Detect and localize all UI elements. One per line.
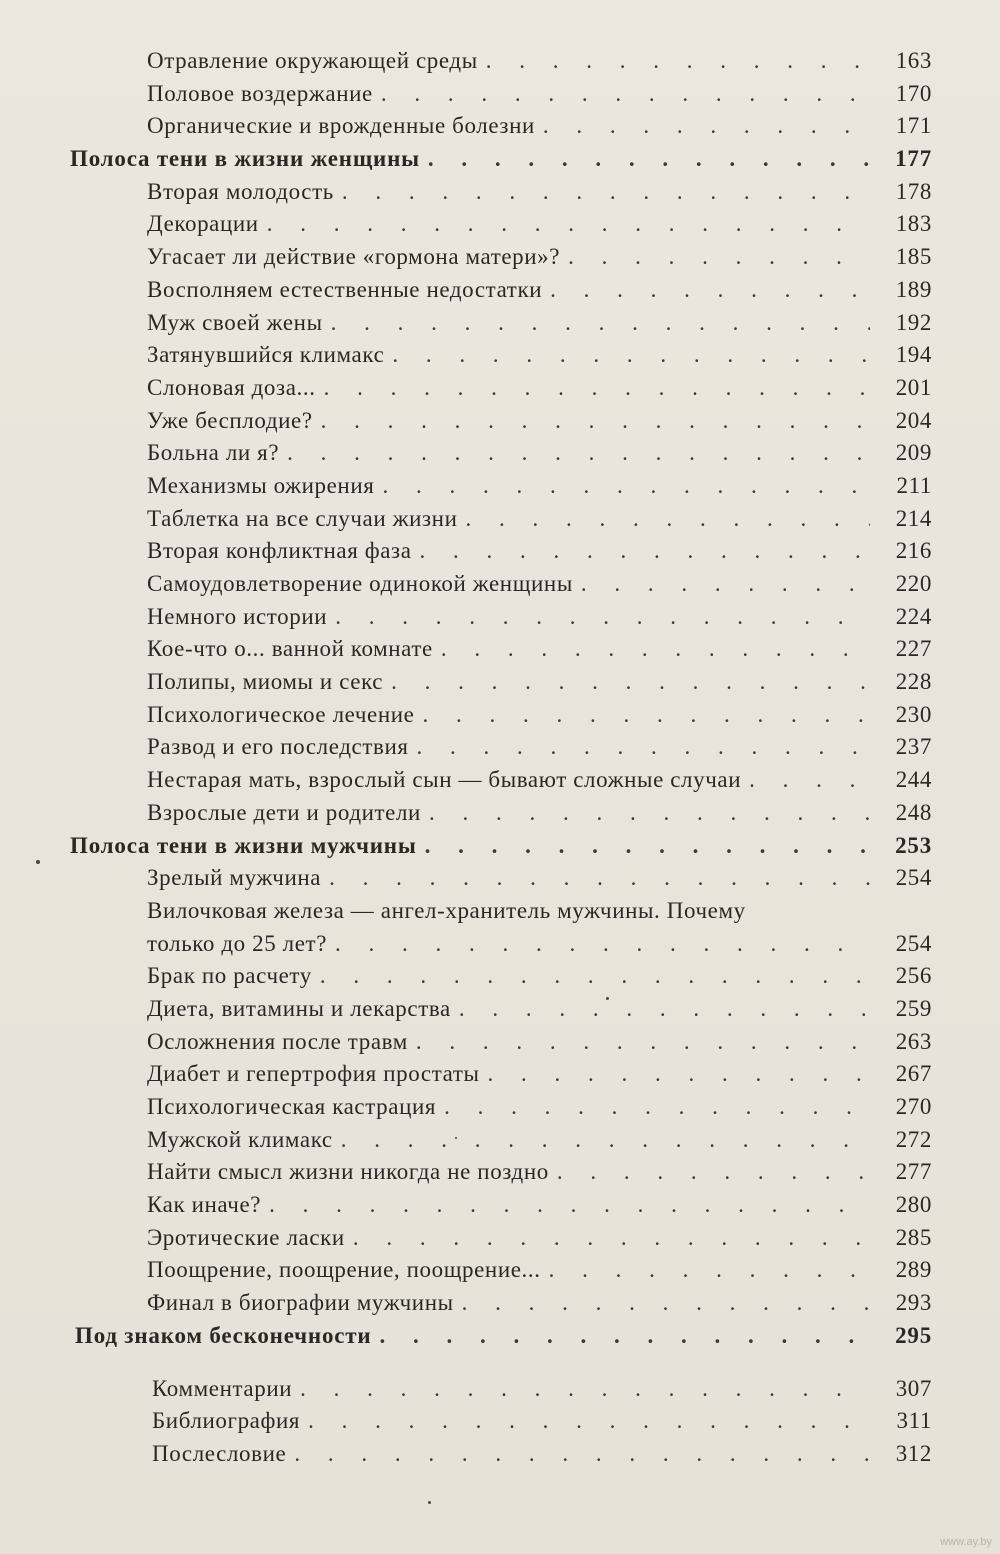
- toc-entry: [0, 571, 1000, 604]
- leader-dots: [335, 604, 870, 630]
- toc-page-number: 293: [895, 1290, 932, 1316]
- leader-dots: [417, 734, 870, 760]
- toc-entry: [0, 440, 1000, 473]
- toc-entry: [0, 1290, 1000, 1323]
- toc-entry-title: Комментарии: [152, 1375, 293, 1401]
- toc-entry: [0, 1225, 1000, 1258]
- toc-entry-title: Затянувшийся климакс: [147, 342, 385, 368]
- toc-entry-title: Декорации: [147, 211, 259, 237]
- toc-entry: [0, 996, 1000, 1029]
- toc-entry-title: Послесловие: [152, 1440, 287, 1466]
- leader-dots: [335, 931, 870, 957]
- toc-section-title: Под знаком бесконечности: [75, 1322, 372, 1348]
- toc-entry-title: Вторая молодость: [147, 178, 334, 204]
- toc-entry: [0, 1257, 1000, 1290]
- toc-entry-title: Кое-что о... ванной комнате: [147, 636, 433, 662]
- leader-dots: [320, 963, 870, 989]
- table-of-contents: [0, 48, 1000, 1474]
- leader-dots: [329, 865, 870, 891]
- toc-page-number: 211: [896, 472, 932, 498]
- leader-dots: [568, 244, 870, 270]
- toc-page-number: 244: [895, 767, 932, 793]
- toc-page-number: 280: [895, 1192, 932, 1218]
- leader-dots: [379, 1323, 870, 1349]
- toc-entry: [0, 277, 1000, 310]
- leader-dots: [342, 179, 870, 205]
- toc-entry: [0, 375, 1000, 408]
- toc-page-number: 307: [895, 1375, 932, 1401]
- toc-entry-title: Библиография: [152, 1408, 301, 1434]
- toc-page-number: 227: [895, 636, 932, 662]
- toc-entry: [0, 244, 1000, 277]
- toc-page-number: 277: [895, 1159, 932, 1185]
- toc-entry-title: Органические и врожденные болезни: [147, 113, 535, 139]
- toc-entry-title: Вторая конфликтная фаза: [147, 538, 412, 564]
- toc-page-number: 183: [895, 211, 932, 237]
- toc-entry: [0, 1127, 1000, 1160]
- toc-page-number: 259: [895, 995, 932, 1021]
- toc-entry-title: Уже бесплодие?: [147, 407, 313, 433]
- toc-entry-title: Немного истории: [147, 603, 328, 629]
- leader-dots: [486, 48, 870, 74]
- toc-page-number: 178: [895, 178, 932, 204]
- toc-entry-title: Психологическое лечение: [147, 701, 415, 727]
- toc-page-number: 230: [895, 701, 932, 727]
- toc-entry-title: Восполняем естественные недостатки: [147, 276, 543, 302]
- toc-page-number: 295: [895, 1322, 932, 1348]
- toc-entry: [0, 734, 1000, 767]
- toc-entry-title: Самоудовлетворение одинокой женщины: [147, 571, 573, 596]
- toc-entry-title: Эротические ласки: [147, 1224, 345, 1250]
- toc-entry: [0, 1376, 1000, 1409]
- watermark: www.ay.by: [940, 1536, 992, 1548]
- toc-page-number: 192: [895, 309, 932, 335]
- leader-dots: [459, 996, 870, 1022]
- toc-page-number: 194: [895, 342, 932, 368]
- toc-entry: [0, 1094, 1000, 1127]
- toc-page-number: 204: [895, 407, 932, 433]
- toc-page-number: 170: [895, 80, 932, 106]
- leader-dots: [749, 767, 870, 793]
- toc-entry-title: Финал в биографии мужчины: [147, 1290, 454, 1316]
- toc-section-women: [0, 146, 1000, 179]
- toc-entry-title: Угасает ли действие «гормона матери»?: [147, 244, 561, 270]
- toc-page-number: 254: [895, 930, 932, 956]
- toc-entry-title-continued: только до 25 лет?: [147, 930, 328, 956]
- toc-entry: [0, 1192, 1000, 1225]
- toc-page-number: 248: [895, 799, 932, 825]
- leader-dots: [294, 1441, 870, 1467]
- toc-page-number: 163: [895, 48, 932, 73]
- toc-page-number: 254: [895, 865, 932, 891]
- leader-dots: [324, 375, 870, 401]
- toc-section-men: [0, 833, 1000, 866]
- toc-entry: [0, 473, 1000, 506]
- toc-entry-wrapped-line2: [0, 931, 1000, 964]
- toc-entry: [0, 865, 1000, 898]
- toc-entry-title: Зрелый мужчина: [147, 865, 322, 891]
- leader-dots: [416, 1029, 870, 1055]
- leader-dots: [420, 538, 870, 564]
- toc-page-number: 289: [895, 1257, 932, 1283]
- toc-entry: [0, 538, 1000, 571]
- leader-dots: [321, 408, 870, 434]
- toc-page-number: 189: [895, 276, 932, 302]
- toc-entry: [0, 310, 1000, 343]
- leader-dots: [425, 833, 870, 859]
- toc-page-number: 237: [895, 734, 932, 760]
- leader-dots: [462, 1290, 870, 1316]
- ink-speck: [36, 860, 40, 864]
- toc-page-number: 185: [895, 244, 932, 270]
- toc-entry-title: Диабет и гепертрофия простаты: [147, 1061, 480, 1087]
- toc-entry: [0, 1061, 1000, 1094]
- leader-dots: [429, 800, 870, 826]
- toc-entry-title: Развод и его последствия: [147, 734, 409, 760]
- toc-entry: [0, 81, 1000, 114]
- toc-entry: [0, 1408, 1000, 1441]
- leader-dots: [353, 1225, 870, 1251]
- leader-dots: [423, 702, 871, 728]
- toc-entry-title: Взрослые дети и родители: [147, 799, 421, 825]
- toc-page-number: 263: [895, 1028, 932, 1054]
- leader-dots: [549, 1257, 870, 1283]
- leader-dots: [331, 310, 870, 336]
- toc-entry: [0, 113, 1000, 146]
- leader-dots: [287, 440, 870, 466]
- toc-page-number: 209: [895, 440, 932, 466]
- toc-page-number: 228: [895, 669, 932, 695]
- toc-page-number: 224: [895, 603, 932, 629]
- toc-entry-title: Таблетка на все случаи жизни: [147, 505, 458, 531]
- ink-speck: [606, 997, 609, 1000]
- toc-entry: [0, 636, 1000, 669]
- toc-entry-wrapped-line1: [0, 898, 1000, 931]
- toc-entry-title: Нестарая мать, взрослый сын — бывают сложные случаи: [147, 767, 742, 793]
- toc-page-number: 256: [895, 963, 932, 989]
- toc-entry-title: Полипы, миомы и секс: [147, 669, 384, 695]
- toc-entry-title: Поощрение, поощрение, поощрение...: [147, 1257, 541, 1283]
- toc-entry: [0, 669, 1000, 702]
- spacer: [0, 1356, 1000, 1376]
- toc-page-number: 311: [896, 1408, 932, 1434]
- ink-speck: [455, 1137, 457, 1139]
- toc-page-number: 171: [895, 113, 932, 139]
- toc-section-infinity: [0, 1323, 1000, 1356]
- toc-page-number: 312: [895, 1440, 932, 1466]
- leader-dots: [308, 1408, 870, 1434]
- toc-entry-title: Психологическая кастрация: [147, 1094, 437, 1119]
- toc-entry-title: Осложнения после травм: [147, 1028, 408, 1054]
- leader-dots: [391, 669, 870, 695]
- leader-dots: [557, 1159, 870, 1185]
- toc-entry: [0, 506, 1000, 539]
- toc-entry-title: Отравление окружающей среды: [147, 48, 478, 73]
- leader-dots: [543, 113, 870, 139]
- leader-dots: [444, 1094, 870, 1120]
- toc-entry: [0, 342, 1000, 375]
- toc-page-number: 201: [895, 374, 932, 400]
- toc-entry-title: Половое воздержание: [147, 80, 373, 106]
- toc-entry: [0, 1441, 1000, 1474]
- leader-dots: [341, 1127, 870, 1153]
- toc-entry-title: Вилочковая железа — ангел-хранитель мужчины. Почему: [147, 897, 746, 923]
- toc-entry: [0, 767, 1000, 800]
- toc-entry: [0, 1029, 1000, 1062]
- toc-page-number: 270: [895, 1094, 932, 1119]
- toc-entry: [0, 1159, 1000, 1192]
- toc-entry: [0, 800, 1000, 833]
- leader-dots: [269, 1192, 870, 1218]
- toc-entry-title: Найти смысл жизни никогда не поздно: [147, 1159, 549, 1185]
- toc-entry: [0, 179, 1000, 212]
- toc-entry: [0, 604, 1000, 637]
- leader-dots: [382, 473, 870, 499]
- toc-entry-title: Больна ли я?: [147, 440, 280, 466]
- toc-entry: [0, 211, 1000, 244]
- toc-entry-title: Диета, витамины и лекарства: [147, 995, 451, 1021]
- toc-page-number: 267: [895, 1061, 932, 1087]
- toc-entry: [0, 702, 1000, 735]
- leader-dots: [381, 81, 870, 107]
- toc-entry-title: Мужской климакс: [147, 1126, 333, 1152]
- toc-page-number: 253: [895, 832, 932, 858]
- ink-speck: [428, 1501, 431, 1504]
- toc-section-title: Полоса тени в жизни женщины: [70, 146, 420, 172]
- leader-dots: [392, 342, 870, 368]
- leader-dots: [550, 277, 870, 303]
- toc-page-number: 272: [895, 1126, 932, 1152]
- toc-entry: [0, 408, 1000, 441]
- toc-entry-title: Как иначе?: [147, 1192, 262, 1218]
- toc-entry-title: Слоновая доза...: [147, 374, 316, 400]
- toc-page-number: 216: [895, 538, 932, 564]
- toc-page-number: 214: [895, 505, 932, 531]
- leader-dots: [428, 146, 870, 172]
- toc-entry: [0, 963, 1000, 996]
- leader-dots: [488, 1061, 870, 1087]
- leader-dots: [466, 506, 871, 532]
- leader-dots: [267, 211, 870, 237]
- toc-entry-title: Механизмы ожирения: [147, 472, 375, 498]
- toc-entry-title: Муж своей жены: [147, 309, 323, 335]
- toc-entry: [0, 48, 1000, 81]
- leader-dots: [581, 571, 870, 597]
- leader-dots: [300, 1376, 870, 1402]
- toc-page-number: 220: [895, 571, 932, 596]
- toc-entry-title: Брак по расчету: [147, 963, 312, 989]
- toc-section-title: Полоса тени в жизни мужчины: [70, 832, 417, 858]
- toc-page-number: 285: [895, 1224, 932, 1250]
- toc-page-number: 177: [895, 146, 932, 172]
- leader-dots: [441, 636, 870, 662]
